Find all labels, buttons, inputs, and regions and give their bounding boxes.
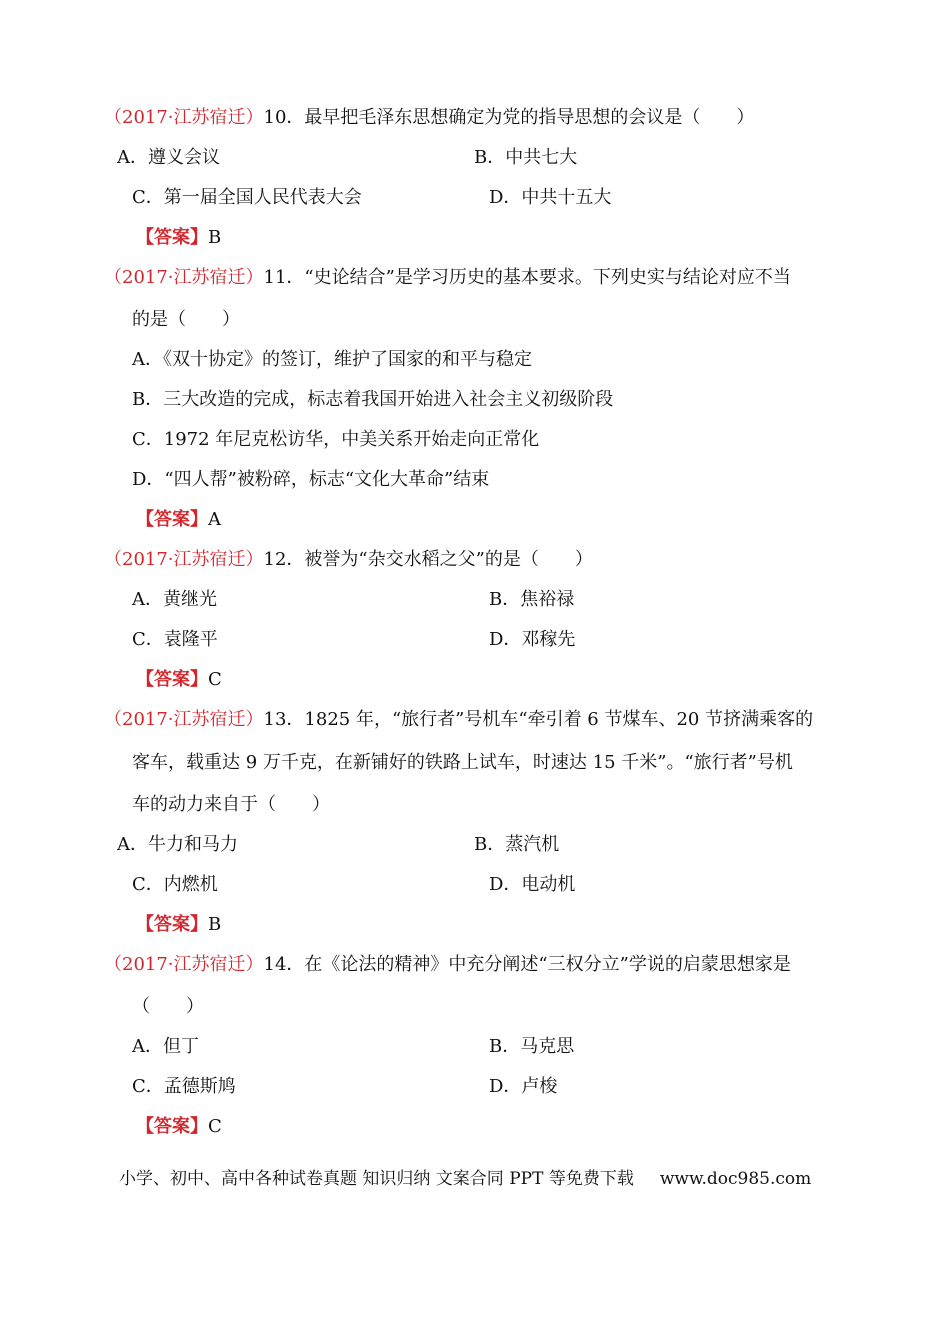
answer-value: C [208,669,222,690]
answer-value: B [208,227,222,248]
q11-answer [136,508,221,532]
q11-option-a: A．《双十协定》的签订，维护了国家的和平与稳定 [132,349,532,370]
footer-url[interactable]: www.doc985.com [659,1169,812,1189]
q12-option-a: A．黄继光 [132,589,217,610]
answer-value: B [208,914,222,935]
page-footer [119,1167,811,1191]
q14-option-c: C．孟德斯鸠 [132,1076,236,1097]
question-14-stem-cont: （ ） [132,996,204,1017]
q10-option-b: B．中共七大 [474,147,578,168]
answer-value: C [208,1116,222,1137]
q11-option-b: B．三大改造的完成，标志着我国开始进入社会主义初级阶段 [132,389,614,410]
q13-option-a: A．牛力和马力 [117,834,238,855]
q12-option-c: C．袁隆平 [132,629,218,650]
q14-option-a: A．但丁 [132,1036,199,1057]
q13-option-c: C．内燃机 [132,874,218,895]
question-source: （2017·江苏宿迁） [104,709,264,730]
question-13-stem-cont: 车的动力来自于（ ） [132,794,330,815]
q14-answer [136,1115,222,1139]
q10-option-d: D．中共十五大 [489,187,612,208]
question-text: 13．1825 年，“旅行者”号机车“牵引着 6 节煤车、20 节挤满乘客的 [263,709,814,730]
q10-option-a: A．遵义会议 [117,147,220,168]
answer-label: 【答案】 [136,669,208,690]
q14-option-b: B．马克思 [489,1036,575,1057]
question-source: （2017·江苏宿迁） [104,954,264,975]
q12-option-d: D．邓稼先 [489,629,576,650]
q12-option-b: B．焦裕禄 [489,589,575,610]
question-text: 12．被誉为“杂交水稻之父”的是（ ） [263,549,593,570]
footer-text: 小学、初中、高中各种试卷真题 知识归纳 文案合同 PPT 等免费下载 [119,1169,634,1189]
question-11-stem-cont: 的是（ ） [132,309,240,330]
question-text: 14．在《论法的精神》中充分阐述“三权分立”学说的启蒙思想家是 [263,954,791,975]
question-12-stem [104,548,593,572]
answer-label: 【答案】 [136,1116,208,1137]
question-text: 11．“史论结合”是学习历史的基本要求。下列史实与结论对应不当 [263,267,791,288]
answer-label: 【答案】 [136,227,208,248]
q12-answer [136,668,222,692]
q11-option-c: C．1972 年尼克松访华，中美关系开始走向正常化 [132,429,540,450]
question-source: （2017·江苏宿迁） [104,549,264,570]
question-source: （2017·江苏宿迁） [104,107,264,128]
answer-value: A [208,509,221,530]
q13-option-d: D．电动机 [489,874,576,895]
q13-option-b: B．蒸汽机 [474,834,560,855]
q13-answer [136,913,221,937]
question-13-stem [104,708,813,732]
q10-answer [136,226,221,250]
answer-label: 【答案】 [136,509,208,530]
q10-option-c: C．第一届全国人民代表大会 [132,187,362,208]
answer-label: 【答案】 [136,914,208,935]
question-14-stem [104,953,791,977]
question-text: 10．最早把毛泽东思想确定为党的指导思想的会议是（ ） [263,107,755,128]
q14-option-d: D．卢梭 [489,1076,558,1097]
q11-option-d: D．“四人帮”被粉碎，标志“文化大革命”结束 [132,469,490,490]
question-10-stem [104,106,754,130]
question-source: （2017·江苏宿迁） [104,267,264,288]
question-11-stem [104,266,791,290]
question-13-stem-cont: 客车，载重达 9 万千克，在新铺好的铁路上试车，时速达 15 千米”。“旅行者”号机 [132,752,793,773]
